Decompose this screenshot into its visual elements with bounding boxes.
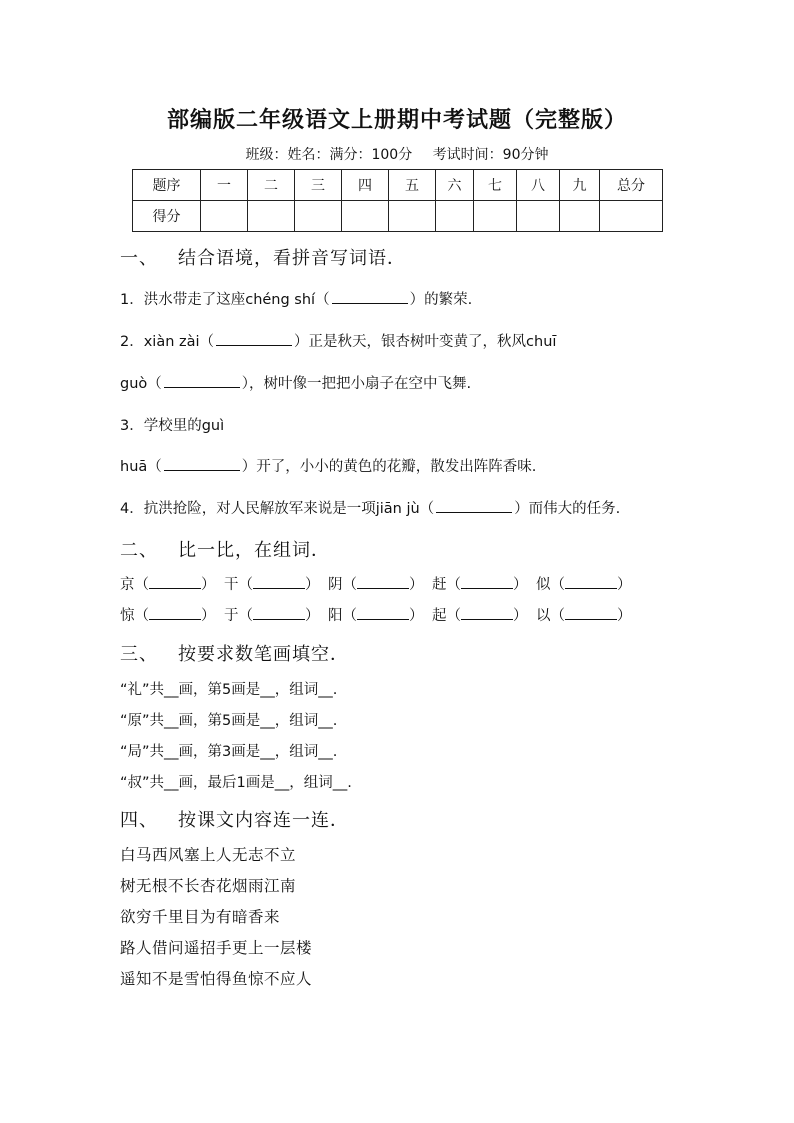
word-blank[interactable]: [253, 575, 305, 589]
question-text: ）正是秋天，银杏树叶变黄了，秋风chuī: [294, 334, 557, 350]
score-cell[interactable]: [600, 201, 663, 232]
section-title: 按要求数笔画填空．: [178, 644, 349, 665]
question-text: guò（: [120, 376, 162, 392]
score-header-cell: 九: [560, 170, 600, 201]
question-text: ）的繁荣.: [409, 292, 473, 308]
matching-line: 白马西风塞上人无志不立: [120, 846, 297, 864]
section-2-heading: [120, 536, 330, 562]
answer-blank[interactable]: [164, 456, 240, 471]
compare-row-1: 京（ ） 干（ ） 阴（ ） 赶（ ） 似（ ）: [120, 577, 632, 593]
stroke-question: “礼”共__画，第5画是__，组词__.: [120, 682, 338, 698]
score-row-label: 得分: [133, 201, 201, 232]
score-cell[interactable]: [295, 201, 342, 232]
word-blank[interactable]: [565, 606, 617, 620]
question-1: [120, 288, 472, 309]
section-1-heading: [120, 244, 406, 270]
character: 于: [224, 608, 239, 624]
word-blank[interactable]: [149, 606, 201, 620]
stroke-question: “叔”共__画，最后1画是__，组词__.: [120, 775, 352, 791]
question-text: 4．抗洪抢险，对人民解放军来说是一项jiān jù（: [120, 501, 435, 517]
score-table-score-row: [133, 201, 663, 232]
word-blank[interactable]: [461, 606, 513, 620]
score-header-cell: 二: [248, 170, 295, 201]
character: 阳: [328, 608, 343, 624]
word-blank[interactable]: [253, 606, 305, 620]
score-header-cell: 题序: [133, 170, 201, 201]
section-4-heading: [120, 806, 349, 832]
score-header-cell: 三: [295, 170, 342, 201]
question-text: 1．洪水带走了这座chéng shí（: [120, 292, 330, 308]
answer-blank[interactable]: [436, 498, 512, 513]
section-title: 比一比，在组词．: [178, 540, 330, 561]
matching-line: 路人借问遥招手更上一层楼: [120, 939, 313, 957]
question-text: ）而伟大的任务.: [514, 501, 621, 517]
character: 京: [120, 577, 135, 593]
question-4: [120, 497, 620, 518]
character: 起: [432, 608, 447, 624]
score-cell[interactable]: [248, 201, 295, 232]
score-header-cell: 四: [342, 170, 389, 201]
exam-time: 考试时间：90分钟: [432, 147, 549, 163]
matching-line: 树无根不长杏花烟雨江南: [120, 877, 297, 895]
question-text: 3．学校里的guì: [120, 418, 225, 434]
exam-info: [0, 144, 794, 164]
word-blank[interactable]: [461, 575, 513, 589]
score-cell[interactable]: [342, 201, 389, 232]
score-table: [132, 169, 663, 232]
compare-row-2: 惊（ ） 于（ ） 阳（ ） 起（ ） 以（ ）: [120, 608, 632, 624]
character: 惊: [120, 608, 135, 624]
score-cell[interactable]: [389, 201, 436, 232]
character: 以: [536, 608, 551, 624]
character: 似: [536, 577, 551, 593]
matching-line: 遥知不是雪怕得鱼惊不应人: [120, 970, 313, 988]
question-3-line-2: [120, 455, 536, 476]
section-number: 三、: [120, 644, 158, 665]
score-header-cell: 六: [436, 170, 474, 201]
character: 赶: [432, 577, 447, 593]
score-cell[interactable]: [201, 201, 248, 232]
section-number: 二、: [120, 540, 158, 561]
question-3-line-1: [120, 414, 224, 435]
character: 阴: [328, 577, 343, 593]
score-cell[interactable]: [474, 201, 517, 232]
question-text: 2．xiàn zài（: [120, 334, 215, 350]
answer-blank[interactable]: [216, 331, 292, 346]
section-3-heading: [120, 640, 349, 666]
score-header-cell: 总分: [600, 170, 663, 201]
section-title: 结合语境，看拼音写词语．: [178, 248, 406, 269]
question-2-line-2: [120, 372, 471, 393]
score-cell[interactable]: [560, 201, 600, 232]
question-text: huā（: [120, 459, 162, 475]
exam-title: 部编版二年级语文上册期中考试题（完整版）: [166, 107, 627, 133]
score-cell[interactable]: [436, 201, 474, 232]
score-header-cell: 八: [517, 170, 560, 201]
question-text: ）开了，小小的黄色的花瓣，散发出阵阵香味.: [241, 459, 537, 475]
word-blank[interactable]: [565, 575, 617, 589]
score-cell[interactable]: [517, 201, 560, 232]
answer-blank[interactable]: [164, 373, 240, 388]
stroke-question: “局”共__画，第3画是__，组词__.: [120, 744, 338, 760]
exam-class-name-score: 班级：姓名：满分：100分: [245, 147, 413, 163]
score-header-cell: 五: [389, 170, 436, 201]
stroke-question: “原”共__画，第5画是__，组词__.: [120, 713, 338, 729]
word-blank[interactable]: [149, 575, 201, 589]
answer-blank[interactable]: [332, 289, 408, 304]
score-header-cell: 一: [201, 170, 248, 201]
section-number: 四、: [120, 810, 158, 831]
character: 干: [224, 577, 239, 593]
question-2-line-1: [120, 330, 556, 351]
section-number: 一、: [120, 248, 158, 269]
matching-line: 欲穷千里目为有暗香来: [120, 908, 281, 926]
word-blank[interactable]: [357, 575, 409, 589]
word-blank[interactable]: [357, 606, 409, 620]
question-text: ），树叶像一把把小扇子在空中飞舞.: [241, 376, 472, 392]
section-title: 按课文内容连一连．: [178, 810, 349, 831]
score-header-cell: 七: [474, 170, 517, 201]
score-table-header-row: [133, 170, 663, 201]
